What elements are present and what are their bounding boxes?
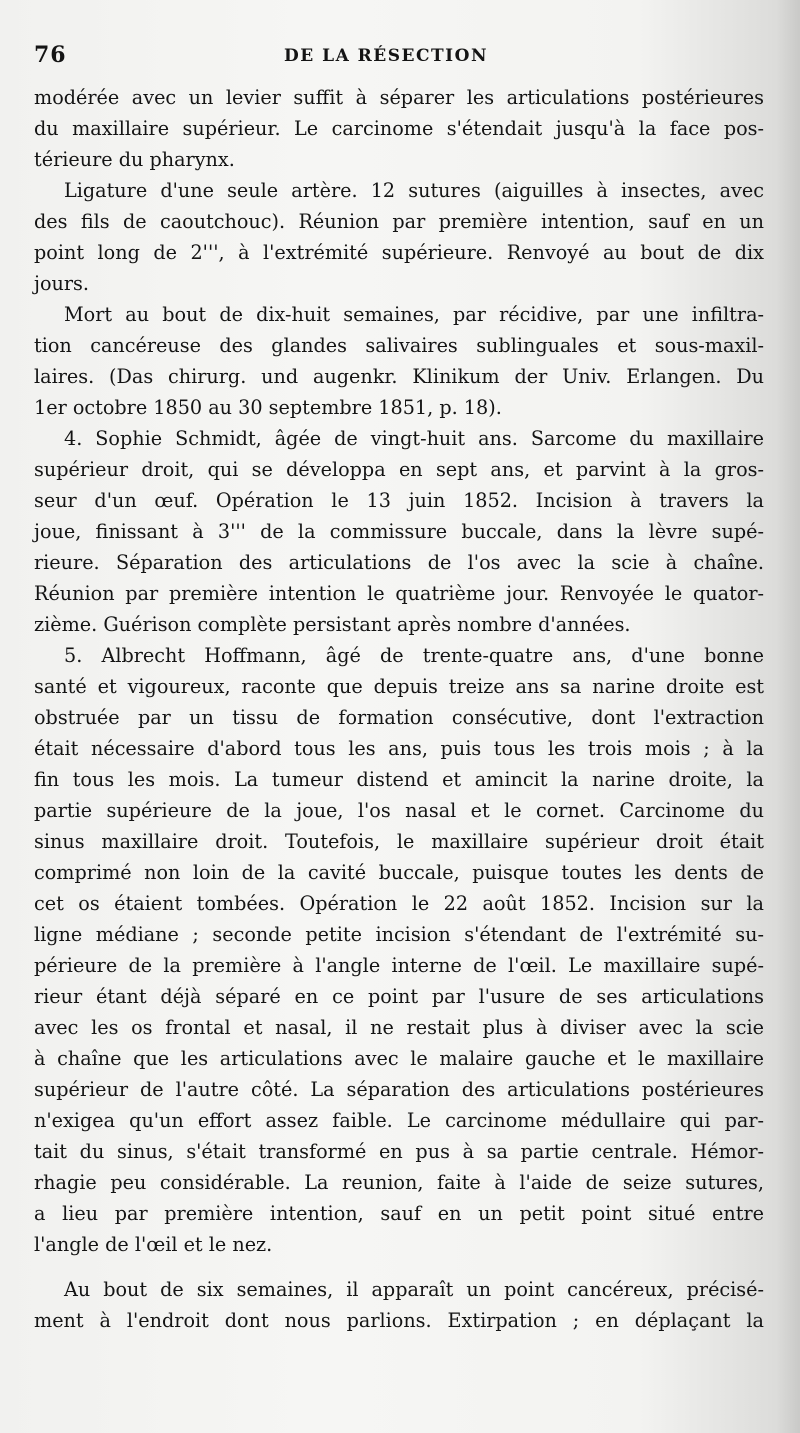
page-header	[34, 42, 774, 74]
text-line: à chaîne que les articulations avec le malaire gauche et le maxillaire	[34, 1047, 764, 1070]
text-line: 5. Albrecht Hoffmann, âgé de trente-quatre ans, d'une bonne	[64, 644, 764, 667]
text-line: Ligature d'une seule artère. 12 sutures (aiguilles à insectes, avec	[64, 179, 764, 202]
text-line: 1er octobre 1850 au 30 septembre 1851, p. 18).	[34, 396, 502, 419]
text-line: ment à l'endroit dont nous parlions. Extirpation ; en déplaçant la	[34, 1309, 764, 1332]
text-line: du maxillaire supérieur. Le carcinome s'étendait jusqu'à la face pos-	[34, 117, 764, 140]
text-line: l'angle de l'œil et le nez.	[34, 1233, 273, 1256]
text-line: rhagie peu considérable. La reunion, faite à l'aide de seize sutures,	[34, 1171, 764, 1194]
text-line: des fils de caoutchouc). Réunion par première intention, sauf en un	[34, 210, 764, 233]
page-number: 76	[34, 42, 67, 68]
text-line: était nécessaire d'abord tous les ans, puis tous les trois mois ; à la	[34, 737, 764, 760]
text-line: modérée avec un levier suffit à séparer les articulations postérieures	[34, 86, 764, 109]
text-line: joue, finissant à 3''' de la commissure buccale, dans la lèvre supé-	[34, 520, 764, 543]
text-line: supérieur droit, qui se développa en sept ans, et parvint à la gros-	[34, 458, 764, 481]
running-head: DE LA RÉSECTION	[284, 46, 488, 66]
body-text	[34, 82, 764, 1336]
text-line: partie supérieure de la joue, l'os nasal et le cornet. Carcinome du	[34, 799, 764, 822]
text-line: Réunion par première intention le quatrième jour. Renvoyée le quator-	[34, 582, 764, 605]
text-line: point long de 2''', à l'extrémité supérieure. Renvoyé au bout de dix	[34, 241, 764, 264]
text-line: seur d'un œuf. Opération le 13 juin 1852. Incision à travers la	[34, 489, 764, 512]
text-line: rieure. Séparation des articulations de l'os avec la scie à chaîne.	[34, 551, 764, 574]
text-line: Mort au bout de dix-huit semaines, par récidive, par une infiltra-	[64, 303, 764, 326]
text-line: laires. (Das chirurg. und augenkr. Klinikum der Univ. Erlangen. Du	[34, 365, 764, 388]
text-line: Au bout de six semaines, il apparaît un point cancéreux, précisé-	[64, 1278, 764, 1301]
text-line: tait du sinus, s'était transformé en pus à sa partie centrale. Hémor-	[34, 1140, 764, 1163]
text-line: a lieu par première intention, sauf en un petit point situé entre	[34, 1202, 764, 1225]
text-line: 4. Sophie Schmidt, âgée de vingt-huit ans. Sarcome du maxillaire	[64, 427, 764, 450]
paragraph-gap	[34, 1260, 764, 1274]
text-line: santé et vigoureux, raconte que depuis treize ans sa narine droite est	[34, 675, 764, 698]
text-line: jours.	[34, 272, 89, 295]
text-line: sinus maxillaire droit. Toutefois, le maxillaire supérieur droit était	[34, 830, 764, 853]
text-line: avec les os frontal et nasal, il ne restait plus à diviser avec la scie	[34, 1016, 764, 1039]
text-line: rieur étant déjà séparé en ce point par l'usure de ses articulations	[34, 985, 764, 1008]
text-line: cet os étaient tombées. Opération le 22 août 1852. Incision sur la	[34, 892, 764, 915]
text-line: tion cancéreuse des glandes salivaires sublinguales et sous-maxil-	[34, 334, 764, 357]
text-line: zième. Guérison complète persistant après nombre d'années.	[34, 613, 631, 636]
text-line: n'exigea qu'un effort assez faible. Le carcinome médullaire qui par-	[34, 1109, 764, 1132]
text-line: térieure du pharynx.	[34, 148, 235, 171]
text-line: fin tous les mois. La tumeur distend et amincit la narine droite, la	[34, 768, 764, 791]
text-line: supérieur de l'autre côté. La séparation des articulations postérieures	[34, 1078, 764, 1101]
text-line: comprimé non loin de la cavité buccale, puisque toutes les dents de	[34, 861, 764, 884]
text-line: périeure de la première à l'angle interne de l'œil. Le maxillaire supé-	[34, 954, 764, 977]
text-line: obstruée par un tissu de formation consécutive, dont l'extraction	[34, 706, 764, 729]
text-line: ligne médiane ; seconde petite incision s'étendant de l'extrémité su-	[34, 923, 764, 946]
